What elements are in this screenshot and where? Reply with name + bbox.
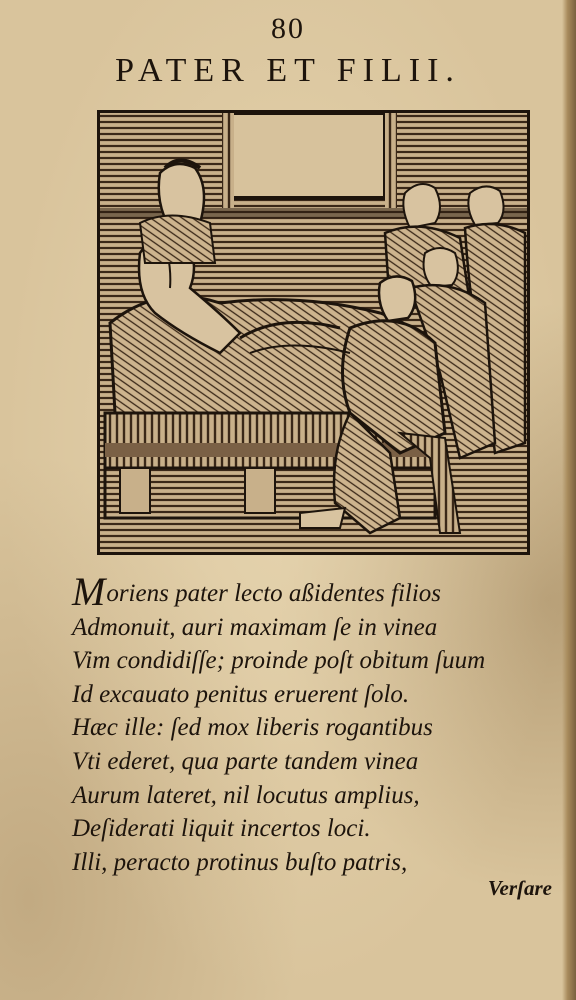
woodcut-illustration: [97, 110, 530, 555]
verse-line: Admonuit, auri maximam ſe in vinea: [72, 613, 438, 641]
verse-line: Aurum lateret, nil locutus amplius,: [72, 781, 420, 809]
verse-line: Id excauato penitus eruerent ſolo.: [72, 680, 410, 708]
verse-line: Vti ederet, qua parte tandem vinea: [72, 747, 419, 775]
page-number: 80: [271, 12, 305, 45]
verse-line: Hæc ille: ſed mox liberis rogantibus: [72, 714, 433, 742]
verse-line: Vim condidiſſe; proinde poſt obitum ſuum: [72, 647, 486, 675]
verse-line: Deſiderati liquit incertos loci.: [72, 815, 371, 843]
catchword: Verſare: [487, 876, 552, 900]
drop-cap: M: [72, 569, 106, 614]
page-edge-shadow: [562, 0, 576, 1000]
verse-line: Illi, peracto protinus buſto patris,: [72, 848, 408, 876]
verse-line-first-rest: oriens pater lecto aßidentes filios: [106, 580, 442, 607]
woodcut-image: [100, 113, 527, 552]
running-title: PATER ET FILII.: [115, 52, 461, 89]
verse-line-first: [72, 569, 542, 614]
verse-text: [72, 569, 542, 879]
